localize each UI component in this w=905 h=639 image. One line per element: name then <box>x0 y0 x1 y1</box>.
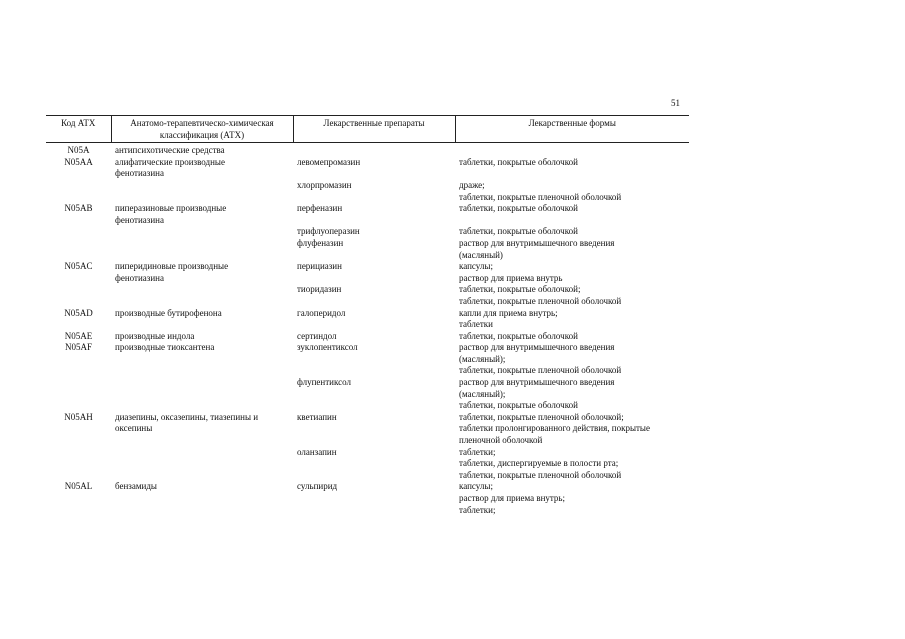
cell-text-line: производные индола <box>115 330 195 341</box>
dosage-forms-cell <box>455 377 689 412</box>
drug-name-cell <box>293 157 455 180</box>
table-row <box>46 238 689 261</box>
cell-text-line: левомепромазин <box>297 156 361 167</box>
table-row <box>46 331 689 343</box>
header-text: Анатомо-терапевтическо-химическая <box>130 118 274 128</box>
cell-text-line: таблетки; <box>459 504 496 515</box>
classification-cell <box>111 308 293 331</box>
table-row <box>46 377 689 412</box>
drug-name-cell <box>293 143 455 157</box>
cell-text-line: раствор для внутримышечного введения <box>459 377 615 388</box>
table-row <box>46 447 689 482</box>
cell-text-line: N05AH <box>64 411 93 422</box>
dosage-forms-cell <box>455 143 689 157</box>
cell-text-line: раствор для внутримышечного введения <box>459 237 615 248</box>
cell-text-line: N05AE <box>64 330 93 341</box>
classification-cell <box>111 284 293 307</box>
cell-text-line: сульпирид <box>297 481 338 492</box>
dosage-forms-cell <box>455 342 689 377</box>
header-text: Лекарственные формы <box>528 118 616 128</box>
cell-text-line: хлорпромазин <box>297 179 352 190</box>
cell-text-line: пленочной оболочкой <box>459 435 543 446</box>
cell-text-line: сертиндол <box>297 330 337 341</box>
cell-text-line: таблетки пролонгированного действия, покрытые <box>459 423 650 434</box>
cell-text-line: таблетки, покрытые пленочной оболочкой <box>459 365 622 376</box>
atc-code-cell <box>46 447 111 482</box>
cell-text-line: таблетки, покрытые пленочной оболочкой <box>459 295 622 306</box>
cell-text-line: антипсихотические средства <box>115 145 225 156</box>
cell-text-line: галоперидол <box>297 307 346 318</box>
cell-text-line: оланзапин <box>297 446 337 457</box>
dosage-forms-cell <box>455 447 689 482</box>
cell-text-line: таблетки, покрытые оболочкой <box>459 156 578 167</box>
dosage-forms-cell <box>455 180 689 203</box>
table-body <box>46 143 689 517</box>
drug-name-cell <box>293 447 455 482</box>
classification-cell <box>111 377 293 412</box>
table-row <box>46 284 689 307</box>
cell-text-line: оксепины <box>115 423 153 434</box>
table-row <box>46 180 689 203</box>
cell-text-line: N05AB <box>64 203 93 214</box>
table-row <box>46 157 689 180</box>
drug-name-cell <box>293 226 455 238</box>
table-row <box>46 203 689 226</box>
header-atc-code <box>46 116 111 143</box>
dosage-forms-cell <box>455 226 689 238</box>
cell-text-line: зуклопентиксол <box>297 342 358 353</box>
table-row <box>46 143 689 157</box>
cell-text-line: раствор для приема внутрь; <box>459 493 566 503</box>
cell-text-line: таблетки, покрытые пленочной оболочкой <box>459 191 622 202</box>
cell-text-line: N05AF <box>64 342 92 353</box>
page-number: 51 <box>671 98 680 108</box>
classification-cell <box>111 481 293 516</box>
cell-text-line: раствор для внутримышечного введения <box>459 342 615 353</box>
classification-cell <box>111 238 293 261</box>
classification-cell <box>111 342 293 377</box>
atc-code-cell <box>46 331 111 343</box>
cell-text-line: таблетки, покрытые пленочной оболочкой <box>459 469 622 480</box>
cell-text-line: капсулы; <box>459 481 493 492</box>
cell-text-line: (масляный); <box>459 388 506 399</box>
cell-text-line: пиперидиновые производные <box>115 261 229 272</box>
drug-name-cell <box>293 261 455 284</box>
dosage-forms-cell <box>455 481 689 516</box>
cell-text-line: таблетки, покрытые оболочкой; <box>459 284 581 295</box>
header-drugs <box>293 116 455 143</box>
classification-cell <box>111 447 293 482</box>
classification-cell <box>111 331 293 343</box>
cell-text-line: перициазин <box>297 261 342 272</box>
cell-text-line: таблетки <box>459 319 494 330</box>
dosage-forms-cell <box>455 308 689 331</box>
cell-text-line: драже; <box>459 179 485 190</box>
cell-text-line: N05AD <box>64 307 93 318</box>
cell-text-line: N05AA <box>64 156 93 167</box>
classification-cell <box>111 180 293 203</box>
dosage-forms-cell <box>455 331 689 343</box>
header-dosage-forms <box>455 116 689 143</box>
cell-text-line: (масляный) <box>459 249 503 260</box>
cell-text-line: таблетки, покрытые пленочной оболочкой; <box>459 411 624 422</box>
cell-text-line: таблетки, покрытые оболочкой <box>459 400 578 411</box>
drug-name-cell <box>293 481 455 516</box>
cell-text-line: кветиапин <box>297 411 337 422</box>
atc-code-cell <box>46 308 111 331</box>
cell-text-line: бензамиды <box>115 481 157 492</box>
cell-text-line: флуфеназин <box>297 237 344 248</box>
header-text: Лекарственные препараты <box>323 118 425 128</box>
cell-text-line: капсулы; <box>459 261 493 272</box>
classification-cell <box>111 143 293 157</box>
table-row <box>46 226 689 238</box>
drug-name-cell <box>293 284 455 307</box>
cell-text-line: таблетки; <box>459 446 496 457</box>
classification-cell <box>111 157 293 180</box>
drug-name-cell <box>293 238 455 261</box>
classification-cell <box>111 203 293 226</box>
dosage-forms-cell <box>455 203 689 226</box>
cell-text-line: фенотиазина <box>115 272 164 283</box>
dosage-forms-cell <box>455 261 689 284</box>
cell-text-line: производные бутирофенона <box>115 307 222 318</box>
drug-name-cell <box>293 331 455 343</box>
table-row <box>46 412 689 447</box>
cell-text-line: пиперазиновые производные <box>115 203 227 214</box>
atc-code-cell <box>46 261 111 284</box>
dosage-forms-cell <box>455 412 689 447</box>
classification-cell <box>111 226 293 238</box>
cell-text-line: производные тиоксантена <box>115 342 215 353</box>
drug-name-cell <box>293 412 455 447</box>
atc-code-cell <box>46 203 111 226</box>
cell-text-line: N05AC <box>64 261 93 272</box>
atc-code-cell <box>46 342 111 377</box>
atc-code-cell <box>46 412 111 447</box>
cell-text-line: флупентиксол <box>297 377 351 388</box>
cell-text-line: капли для приема внутрь; <box>459 307 558 318</box>
cell-text-line: (масляный); <box>459 353 506 364</box>
dosage-forms-cell <box>455 157 689 180</box>
table-row <box>46 342 689 377</box>
atc-code-cell <box>46 377 111 412</box>
drug-name-cell <box>293 377 455 412</box>
atc-code-cell <box>46 238 111 261</box>
atc-drug-table <box>46 115 689 516</box>
cell-text-line: таблетки, покрытые оболочкой <box>459 203 578 214</box>
drug-name-cell <box>293 342 455 377</box>
dosage-forms-cell <box>455 238 689 261</box>
atc-code-cell <box>46 180 111 203</box>
header-text: классификация (АТХ) <box>159 129 245 140</box>
cell-text-line: таблетки, диспергируемые в полости рта; <box>459 458 619 469</box>
cell-text-line: алифатические производные <box>115 156 225 167</box>
cell-text-line: тиоридазин <box>297 284 342 295</box>
cell-text-line: таблетки, покрытые оболочкой <box>459 226 578 237</box>
table-row <box>46 261 689 284</box>
dosage-forms-cell <box>455 284 689 307</box>
table-header-row <box>46 116 689 143</box>
cell-text-line: трифлуоперазин <box>297 226 360 237</box>
cell-text-line: фенотиазина <box>115 168 164 179</box>
cell-text-line: N05AL <box>64 481 93 492</box>
atc-code-cell <box>46 157 111 180</box>
classification-cell <box>111 412 293 447</box>
classification-cell <box>111 261 293 284</box>
cell-text-line: диазепины, оксазепины, тиазепины и <box>115 411 259 422</box>
header-text: Код АТХ <box>61 118 96 128</box>
cell-text-line: фенотиазина <box>115 214 164 225</box>
table-row <box>46 481 689 516</box>
atc-code-cell <box>46 284 111 307</box>
drug-name-cell <box>293 203 455 226</box>
drug-name-cell <box>293 180 455 203</box>
cell-text-line: N05A <box>67 145 90 156</box>
atc-code-cell <box>46 226 111 238</box>
atc-code-cell <box>46 481 111 516</box>
header-atc-classification <box>111 116 293 143</box>
table-row <box>46 308 689 331</box>
cell-text-line: таблетки, покрытые оболочкой <box>459 330 578 341</box>
drug-name-cell <box>293 308 455 331</box>
atc-code-cell <box>46 143 111 157</box>
cell-text-line: перфеназин <box>297 203 343 214</box>
cell-text-line: раствор для приема внутрь <box>459 272 563 283</box>
